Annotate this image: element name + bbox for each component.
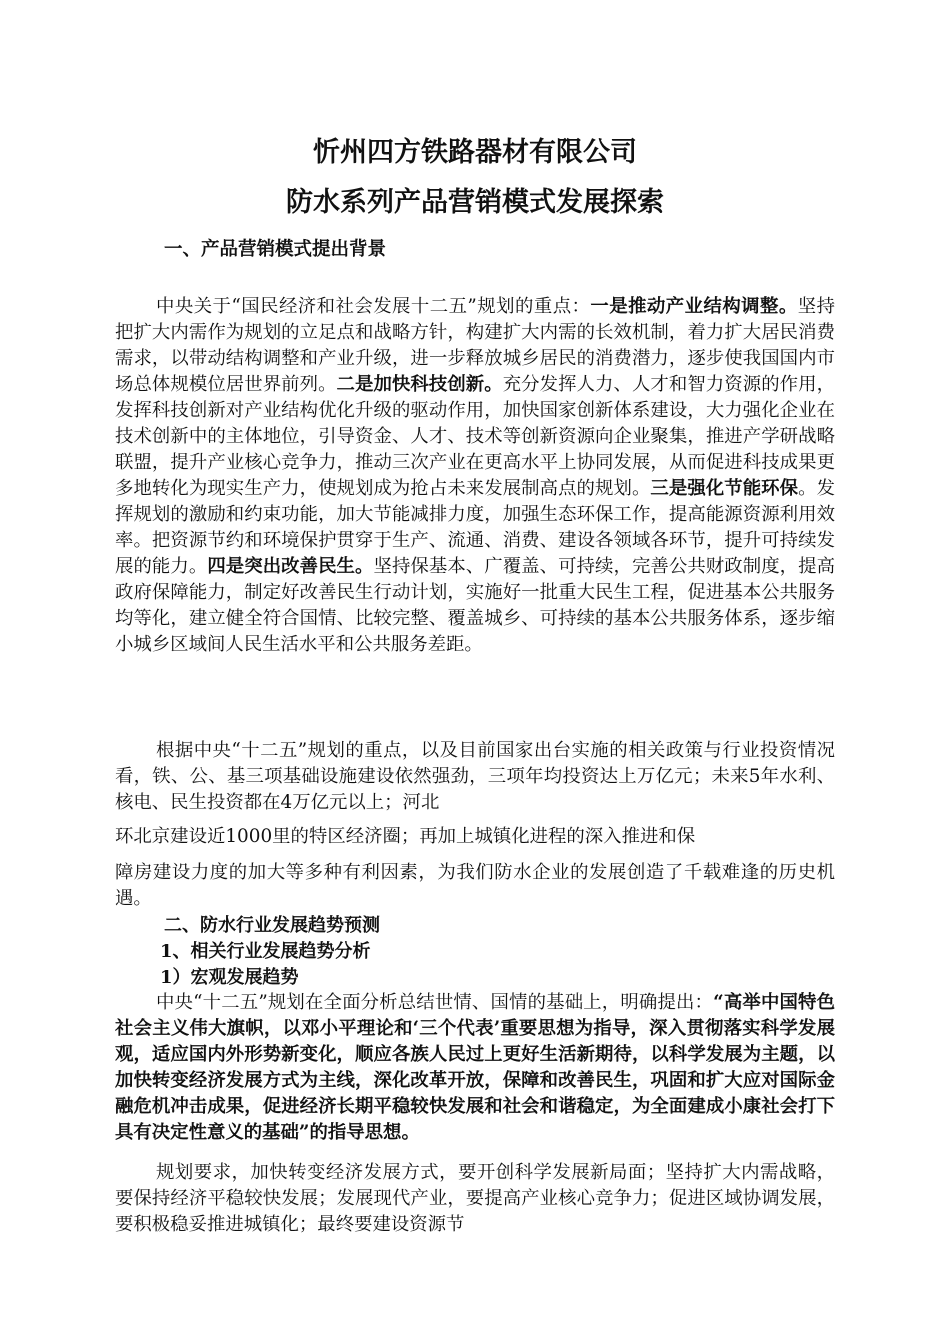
- paragraph-3: [115, 990, 835, 1146]
- p1-text-3: 充分发挥人力、人才和智力资源的作用，发挥科技创新对产业结构优化升级的驱动作用，加快国家创新体系建设，大力强化企业在技术创新中的主体地位，引导资金、人才、技术等创新资源向企业聚集，推进产学研战略联盟，提升产业核心竞争力，推动三次产业在更高水平上协同发展，从而促进科技成果更多地转化为现实生产力，使规划成为抢占未来发展制高点的规划。: [115, 374, 835, 499]
- p1-bold-1: 一是推动产业结构调整。: [590, 296, 798, 317]
- p1-text-4: 。发挥规划的激励和约束功能，加大节能减排力度，加强生态环保工作，提高能源资源利用效率。把资源节约和环境保护贯穿于生产、流通、消费、建设各领域各环节，提升可持续发展的能力。: [115, 478, 835, 577]
- paragraph-1: [115, 294, 835, 658]
- p4-text: 规划要求，加快转变经济发展方式，要开创科学发展新局面；坚持扩大内需战略，要保持经济平稳较快发展；发展现代产业，要提高产业核心竞争力；促进区域协调发展，要积极稳妥推进城镇化；最终要建设资源节: [115, 1162, 835, 1235]
- p3-bold-quote: “高举中国特色社会主义伟大旗帜，以邓小平理论和‘三个代表’重要思想为指导，深入贯彻落实科学发展观，适应国内外形势新变化，顺应各族人民过上更好生活新期待，以科学发展为主题，以加快转变经济发展方式为主线，深化改革开放，保障和改善民生，巩固和扩大应对国际金融危机冲击成果，促进经济长期平稳较快发展和社会和谐稳定，为全面建成小康社会打下具有决定性意义的基础”的指导思想。: [115, 992, 835, 1143]
- p3-text: 中央“十二五”规划在全面分析总结世情、国情的基础上，明确提出：: [156, 992, 714, 1013]
- p2-line-3: 障房建设力度的加大等多种有利因素，为我们防水企业的发展创造了千载难逢的历史机遇。: [115, 862, 835, 909]
- paragraph-4: [115, 1160, 835, 1238]
- p1-bold-3: 三是强化节能环保: [650, 478, 799, 499]
- p1-text-1: 中央关于“国民经济和社会发展十二五”规划的重点：: [156, 296, 591, 317]
- p2-line-1: 根据中央“十二五”规划的重点，以及目前国家出台实施的相关政策与行业投资情况看，铁、公、基三项基础设施建设依然强劲，三项年均投资达上万亿元；未来5年水利、核电、民生投资都在4万亿元以上；河北: [115, 740, 835, 813]
- sub-subsection-heading: 1）宏观发展趋势: [160, 967, 299, 988]
- section2-heading: 二、防水行业发展趋势预测: [164, 915, 380, 936]
- subsection-heading: 1、相关行业发展趋势分析: [160, 941, 371, 962]
- paragraph-2-end: [115, 860, 835, 912]
- company-title: 忻州四方铁路器材有限公司: [313, 137, 637, 168]
- paragraph-2-cont: [115, 824, 835, 850]
- p2-line-2: 环北京建设近1000里的特区经济圈；再加上城镇化进程的深入推进和保: [115, 826, 696, 847]
- document-title: 防水系列产品营销模式发展探索: [286, 187, 664, 218]
- p1-text-2: 坚持把扩大内需作为规划的立足点和战略方针，构建扩大内需的长效机制，着力扩大居民消费需求，以带动结构调整和产业升级，进一步释放城乡居民的消费潜力，逐步使我国国内市场总体规模位居世界前列。: [115, 296, 835, 395]
- p1-bold-4: 四是突出改善民生。: [207, 556, 374, 577]
- p1-bold-2: 二是加快科技创新。: [336, 374, 503, 395]
- paragraph-2: [115, 738, 835, 816]
- p1-text-5: 坚持保基本、广覆盖、可持续，完善公共财政制度，提高政府保障能力，制定好改善民生行动计划，实施好一批重大民生工程，促进基本公共服务均等化，建立健全符合国情、比较完整、覆盖城乡、可持续的基本公共服务体系，逐步缩小城乡区域间人民生活水平和公共服务差距。: [115, 556, 835, 655]
- section1-heading: 一、产品营销模式提出背景: [164, 239, 387, 260]
